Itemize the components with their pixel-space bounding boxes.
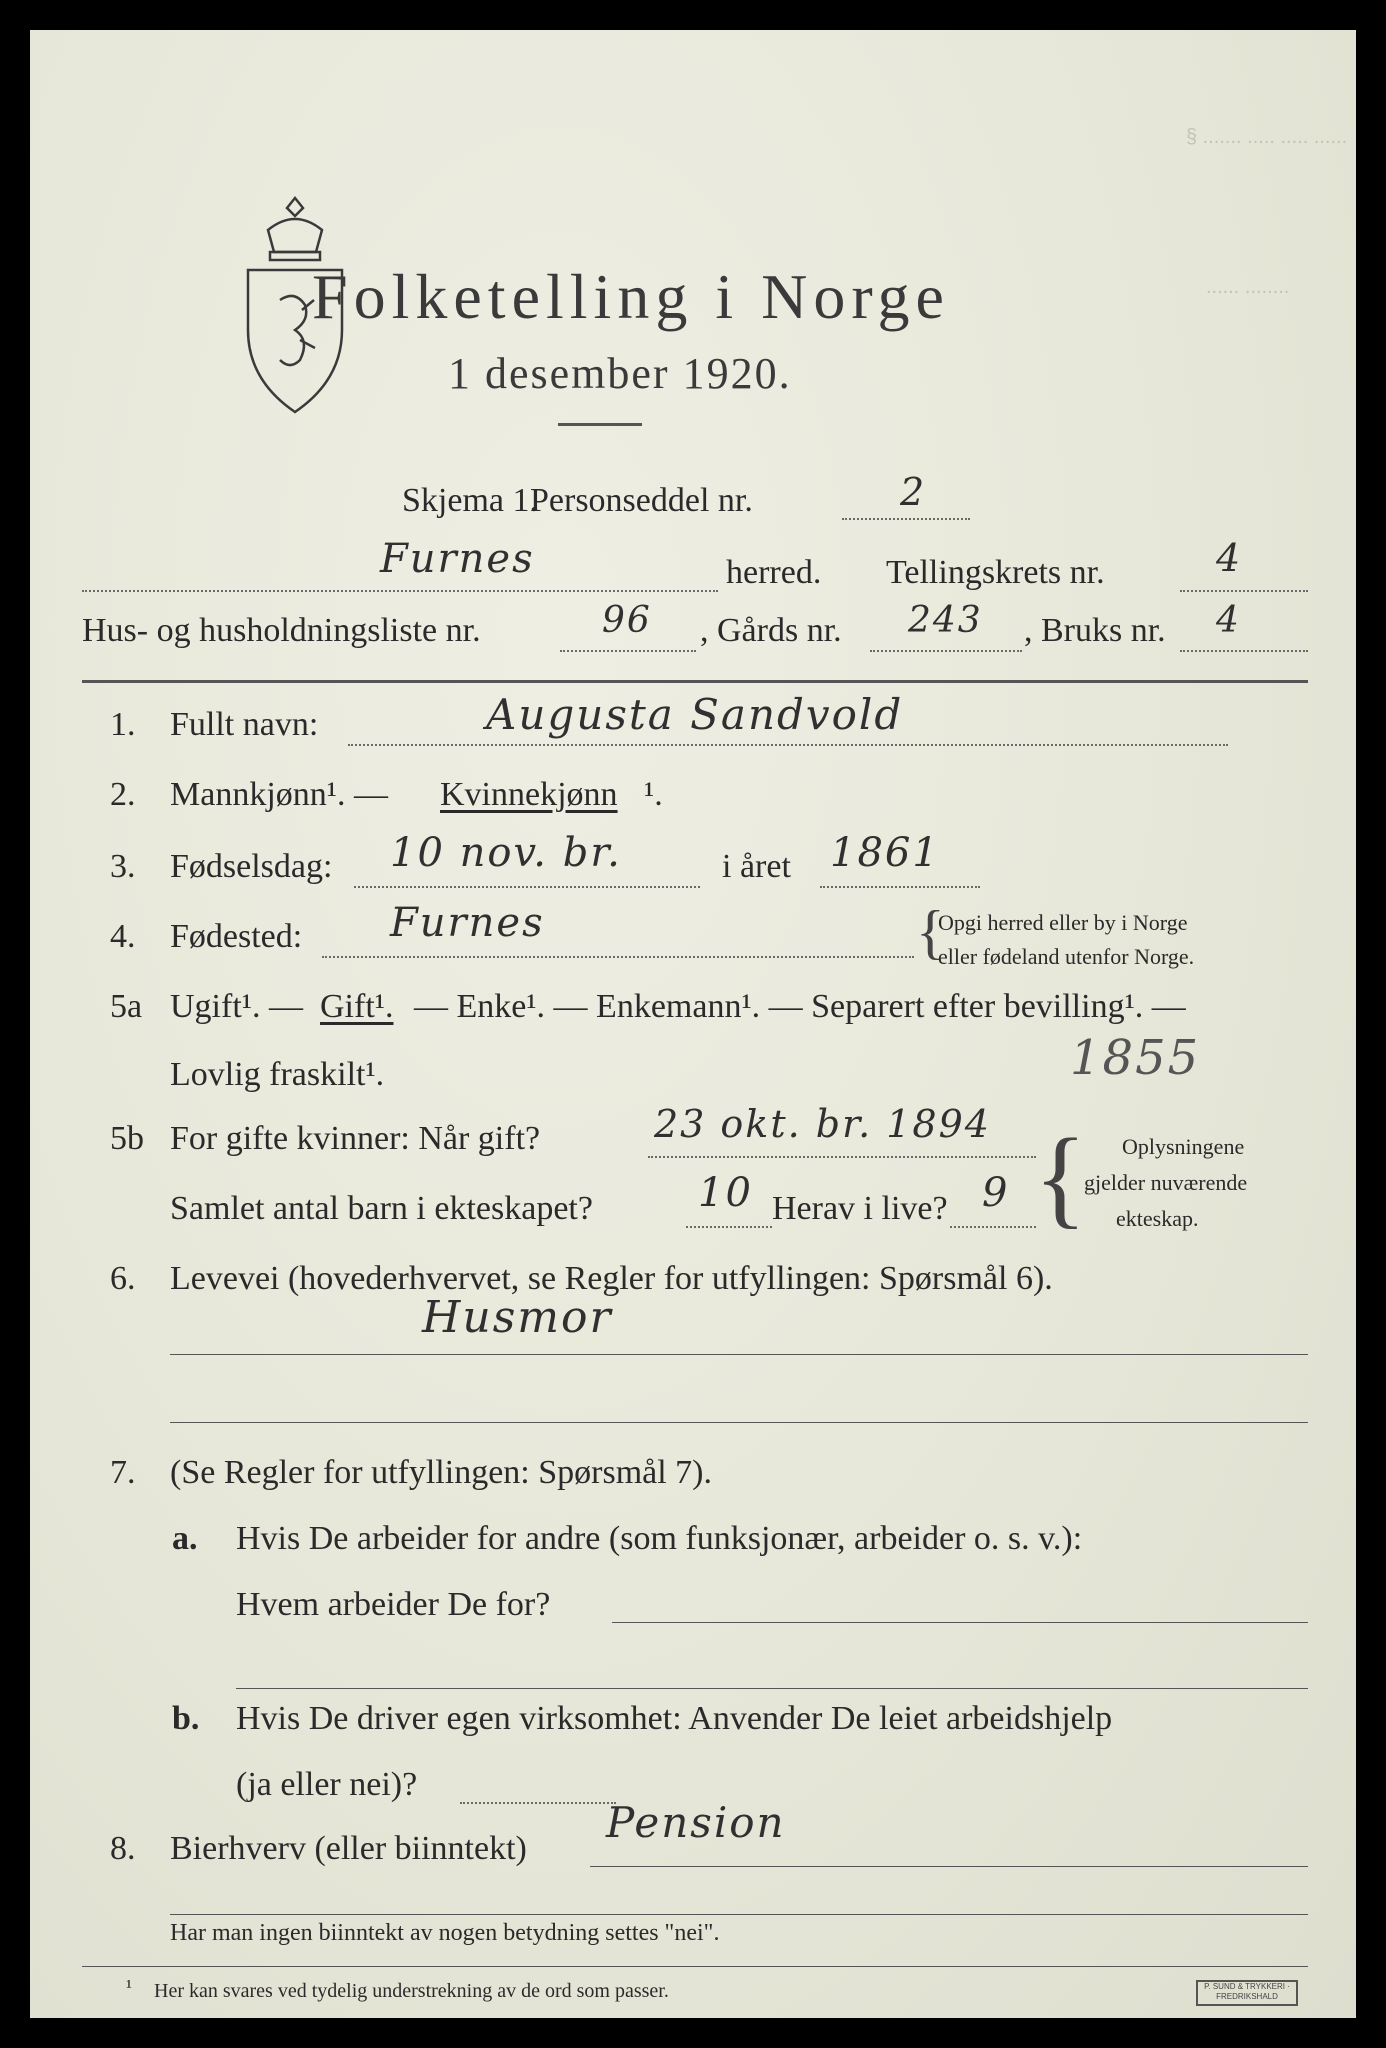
q3-line: [354, 886, 700, 888]
q7a-line1: [612, 1622, 1308, 1623]
bruks-value: 4: [1216, 600, 1241, 641]
q5a-ugift: Ugift¹. —: [170, 988, 303, 1025]
q7a-text: Hvis De arbeider for andre (som funksjonær, arbeider o. s. v.):: [236, 1520, 1083, 1557]
q5b-note-line2: gjelder nuværende: [1084, 1170, 1248, 1195]
gards-value: 243: [908, 600, 983, 641]
skjema-label: Skjema 1.: [402, 482, 538, 519]
q4-note-line2: eller fødeland utenfor Norge.: [938, 944, 1195, 969]
header-divider: [82, 680, 1308, 683]
personseddel-line: [842, 518, 970, 520]
q3-label: Fødselsdag:: [170, 848, 333, 885]
margin-note-year: 1855: [1070, 1030, 1201, 1086]
gards-label: , Gårds nr.: [700, 612, 842, 649]
footnote-mark: ¹: [126, 1976, 132, 1998]
q7a-line2: [236, 1688, 1308, 1689]
q3-aaret-line: [820, 886, 980, 888]
q6-line2: [170, 1422, 1308, 1423]
census-date: 1 desember 1920.: [448, 349, 792, 398]
q5b-i-live-label: Herav i live?: [772, 1190, 948, 1227]
q6-label: Levevei (hovederhvervet, se Regler for utfyllingen: Spørsmål 6).: [170, 1260, 1053, 1297]
biinntekt-note: Har man ingen biinntekt av nogen betydning settes "nei".: [170, 1920, 720, 1946]
q5b-note-line3: ekteskap.: [1116, 1206, 1199, 1231]
q8-line1: [590, 1866, 1308, 1867]
q2-mannkjonn: Mannkjønn¹. —: [170, 776, 388, 813]
q7b-letter: b.: [172, 1700, 200, 1737]
q4-number: 4.: [110, 918, 136, 955]
q7b-question: (ja eller nei)?: [236, 1766, 418, 1803]
q5a-gift-underlined: Gift¹.: [320, 988, 394, 1025]
q3-number: 3.: [110, 848, 136, 885]
q7b-text: Hvis De driver egen virksomhet: Anvender De leiet arbeidshjelp: [236, 1700, 1113, 1737]
q8-number: 8.: [110, 1830, 136, 1867]
birthyear-value: 1861: [830, 830, 940, 876]
q7-label: (Se Regler for utfyllingen: Spørsmål 7).: [170, 1454, 713, 1491]
bleed-through-mark: ...... ........: [1206, 276, 1290, 298]
footnote-text: Her kan svares ved tydelig understrekning av de ord som passer.: [154, 1980, 669, 2002]
q4-label: Fødested:: [170, 918, 303, 955]
children-living-value: 9: [982, 1170, 1010, 1216]
q4-line: [322, 956, 914, 958]
form-title: Folketelling i Norge: [312, 261, 950, 332]
q7-number: 7.: [110, 1454, 136, 1491]
q2-kvinnekjonn-underlined: Kvinnekjønn: [440, 776, 618, 813]
tellingskrets-label: Tellingskrets nr.: [886, 554, 1105, 591]
q5b-number: 5b: [110, 1120, 144, 1157]
q3-aaret-label: i året: [722, 848, 791, 885]
herred-line: [82, 590, 718, 592]
birthplace-value: Furnes: [390, 900, 545, 946]
q5b-note-line1: Oplysningene: [1122, 1134, 1245, 1159]
bruks-label: , Bruks nr.: [1024, 612, 1166, 649]
bruks-line: [1180, 650, 1308, 652]
q1-line: [348, 744, 1228, 746]
birthdate-value: 10 nov. br.: [390, 830, 622, 876]
q7a-question: Hvem arbeider De for?: [236, 1586, 551, 1623]
q5a-lovlig-fraskilt: Lovlig fraskilt¹.: [170, 1056, 385, 1093]
tellingskrets-line: [1180, 590, 1308, 592]
q5b-i-live-line: [950, 1226, 1036, 1228]
q6-number: 6.: [110, 1260, 136, 1297]
marriage-date-value: 23 okt. br. 1894: [654, 1102, 991, 1146]
herred-value: Furnes: [380, 536, 535, 582]
q6-line1: [170, 1354, 1308, 1355]
q1-label: Fullt navn:: [170, 706, 319, 743]
side-income-value: Pension: [606, 1798, 786, 1847]
q8-line2: [170, 1914, 1308, 1915]
gards-line: [870, 650, 1022, 652]
printer-stamp: P. SUND & TRYKKERI · FREDRIKSHALD: [1196, 1980, 1298, 2006]
q7b-line: [460, 1802, 616, 1804]
bleed-through-mark: § ....... ..... ..... ......: [1186, 126, 1348, 148]
q1-number: 1.: [110, 706, 136, 743]
q4-brace: {: [916, 899, 945, 965]
q5b-antal-barn-line: [686, 1226, 772, 1228]
herred-label: herred.: [726, 554, 822, 591]
personseddel-label: Personseddel nr.: [530, 482, 753, 519]
q5a-rest: — Enke¹. — Enkemann¹. — Separert efter bevilling¹. —: [414, 988, 1186, 1025]
occupation-value: Husmor: [422, 1292, 613, 1343]
q2-number: 2.: [110, 776, 136, 813]
children-total-value: 10: [698, 1170, 753, 1216]
q5a-number: 5a: [110, 988, 143, 1025]
census-form-page: [30, 30, 1356, 2018]
q5b-brace: {: [1034, 1116, 1087, 1238]
q7a-letter: a.: [172, 1520, 198, 1557]
q5b-antal-barn-label: Samlet antal barn i ekteskapet?: [170, 1190, 593, 1227]
q2-kvinnekjonn-footnote: ¹.: [644, 776, 663, 813]
q4-note-line1: Opgi herred eller by i Norge: [938, 910, 1188, 935]
q5b-naar-gift-line: [648, 1156, 1036, 1158]
footer-divider: [82, 1966, 1308, 1967]
full-name-value: Augusta Sandvold: [486, 690, 904, 739]
hus-line: [560, 650, 696, 652]
title-divider: [558, 423, 642, 426]
personseddel-number: 2: [900, 470, 927, 514]
hus-value: 96: [602, 600, 652, 641]
hus-label: Hus- og husholdningsliste nr.: [82, 612, 481, 649]
q8-label: Bierhverv (eller biinntekt): [170, 1830, 527, 1867]
tellingskrets-value: 4: [1216, 536, 1243, 580]
q5b-naar-gift-label: For gifte kvinner: Når gift?: [170, 1120, 541, 1157]
